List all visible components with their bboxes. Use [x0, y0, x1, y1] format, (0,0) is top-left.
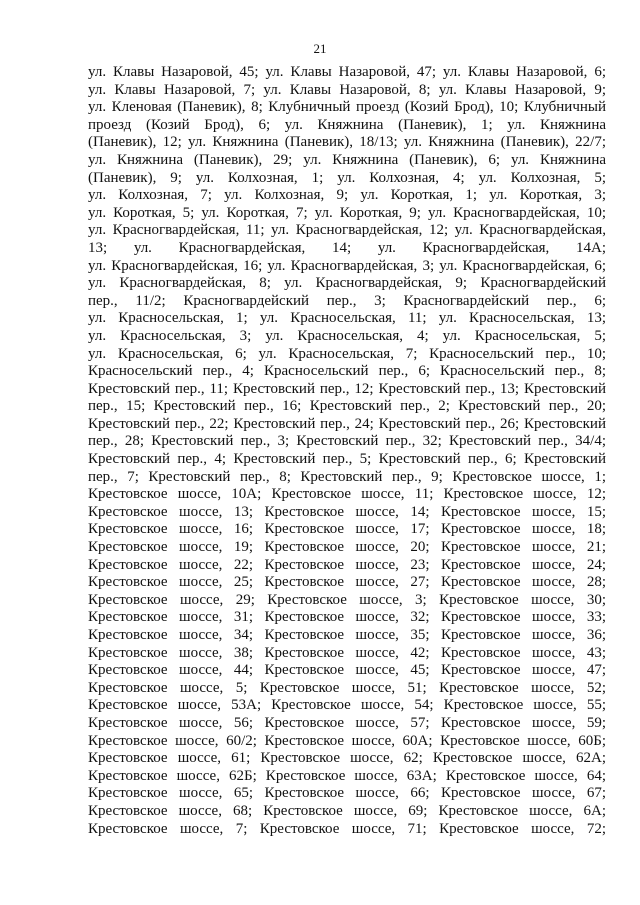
- text-line: Крестовский пер., 11; Крестовский пер., 12; Крестовский пер., 13; Крестовский: [88, 380, 606, 397]
- text-line: Крестовский пер., 4; Крестовский пер., 5; Крестовский пер., 6; Крестовский: [88, 451, 606, 468]
- text-line: ул. Красногвардейская, 8; ул. Красногвардейская, 9; Красногвардейский: [88, 275, 606, 292]
- text-line: Крестовское шоссе, 22; Крестовское шоссе, 23; Крестовское шоссе, 24;: [88, 556, 606, 573]
- text-line: Крестовское шоссе, 56; Крестовское шоссе, 57; Крестовское шоссе, 59;: [88, 714, 606, 731]
- text-line: Крестовский пер., 22; Крестовский пер., 24; Крестовский пер., 26; Крестовский: [88, 415, 606, 432]
- text-line: Крестовское шоссе, 29; Крестовское шоссе, 3; Крестовское шоссе, 30;: [88, 591, 606, 608]
- text-line: ул. Красносельская, 3; ул. Красносельская, 4; ул. Красносельская, 5;: [88, 327, 606, 344]
- text-line: ул. Клавы Назаровой, 45; ул. Клавы Назаровой, 47; ул. Клавы Назаровой, 6;: [88, 64, 606, 80]
- text-line: Крестовское шоссе, 10А; Крестовское шоссе, 11; Крестовское шоссе, 12;: [88, 486, 606, 503]
- text-line: Крестовское шоссе, 61; Крестовское шоссе, 62; Крестовское шоссе, 62А;: [88, 750, 606, 767]
- text-line: ул. Красносельская, 1; ул. Красносельская, 11; ул. Красносельская, 13;: [88, 310, 606, 327]
- text-line: Крестовское шоссе, 7; Крестовское шоссе, 71; Крестовское шоссе, 72;: [88, 820, 606, 837]
- text-line: ул. Клавы Назаровой, 7; ул. Клавы Назаровой, 8; ул. Клавы Назаровой, 9;: [88, 81, 606, 98]
- text-line: ул. Княжнина (Паневик), 29; ул. Княжнина (Паневик), 6; ул. Княжнина: [88, 151, 606, 168]
- text-line: Крестовское шоссе, 60/2; Крестовское шоссе, 60А; Крестовское шоссе, 60Б;: [88, 732, 606, 749]
- text-line: Крестовское шоссе, 31; Крестовское шоссе, 32; Крестовское шоссе, 33;: [88, 609, 606, 626]
- text-line: Красносельский пер., 4; Красносельский пер., 6; Красносельский пер., 8;: [88, 363, 606, 380]
- text-line: Крестовское шоссе, 25; Крестовское шоссе, 27; Крестовское шоссе, 28;: [88, 574, 606, 591]
- text-line: ул. Короткая, 5; ул. Короткая, 7; ул. Короткая, 9; ул. Красногвардейская, 10;: [88, 204, 606, 221]
- text-line: пер., 7; Крестовский пер., 8; Крестовский пер., 9; Крестовское шоссе, 1;: [88, 468, 606, 485]
- text-line: Крестовское шоссе, 38; Крестовское шоссе, 42; Крестовское шоссе, 43;: [88, 644, 606, 661]
- text-line: (Паневик), 12; ул. Княжнина (Паневик), 18/13; ул. Княжнина (Паневик), 22/7;: [88, 134, 606, 151]
- address-list-text: [88, 64, 606, 838]
- text-line: Крестовское шоссе, 19; Крестовское шоссе, 20; Крестовское шоссе, 21;: [88, 539, 606, 556]
- text-line: Крестовское шоссе, 68; Крестовское шоссе, 69; Крестовское шоссе, 6А;: [88, 802, 606, 819]
- text-line: 13; ул. Красногвардейская, 14; ул. Красногвардейская, 14А;: [88, 239, 606, 256]
- text-line: ул. Красногвардейская, 16; ул. Красногвардейская, 3; ул. Красногвардейская, 6;: [88, 257, 606, 274]
- text-line: Крестовское шоссе, 62Б; Крестовское шоссе, 63А; Крестовское шоссе, 64;: [88, 767, 606, 784]
- text-line: пер., 28; Крестовский пер., 3; Крестовский пер., 32; Крестовский пер., 34/4;: [88, 433, 606, 450]
- text-line: Крестовское шоссе, 13; Крестовское шоссе, 14; Крестовское шоссе, 15;: [88, 503, 606, 520]
- text-line: Крестовское шоссе, 53А; Крестовское шоссе, 54; Крестовское шоссе, 55;: [88, 697, 606, 714]
- page-number: 21: [313, 41, 327, 56]
- text-line: Крестовское шоссе, 5; Крестовское шоссе, 51; Крестовское шоссе, 52;: [88, 679, 606, 696]
- text-line: пер., 11/2; Красногвардейский пер., 3; Красногвардейский пер., 6;: [88, 292, 606, 309]
- text-line: проезд (Козий Брод), 6; ул. Княжнина (Паневик), 1; ул. Княжнина: [88, 116, 606, 133]
- text-line: Крестовское шоссе, 16; Крестовское шоссе, 17; Крестовское шоссе, 18;: [88, 521, 606, 538]
- text-line: пер., 15; Крестовский пер., 16; Крестовский пер., 2; Крестовский пер., 20;: [88, 398, 606, 415]
- text-line: Крестовское шоссе, 44; Крестовское шоссе, 45; Крестовское шоссе, 47;: [88, 662, 606, 679]
- text-line: Крестовское шоссе, 65; Крестовское шоссе, 66; Крестовское шоссе, 67;: [88, 785, 606, 802]
- text-line: ул. Колхозная, 7; ул. Колхозная, 9; ул. Короткая, 1; ул. Короткая, 3;: [88, 187, 606, 204]
- text-line: Крестовское шоссе, 34; Крестовское шоссе, 35; Крестовское шоссе, 36;: [88, 627, 606, 643]
- text-line: (Паневик), 9; ул. Колхозная, 1; ул. Колхозная, 4; ул. Колхозная, 5;: [88, 169, 606, 186]
- text-line: ул. Кленовая (Паневик), 8; Клубничный проезд (Козий Брод), 10; Клубничный: [88, 99, 606, 116]
- text-line: ул. Красносельская, 6; ул. Красносельская, 7; Красносельский пер., 10;: [88, 345, 606, 362]
- text-line: ул. Красногвардейская, 11; ул. Красногвардейская, 12; ул. Красногвардейская,: [88, 222, 606, 239]
